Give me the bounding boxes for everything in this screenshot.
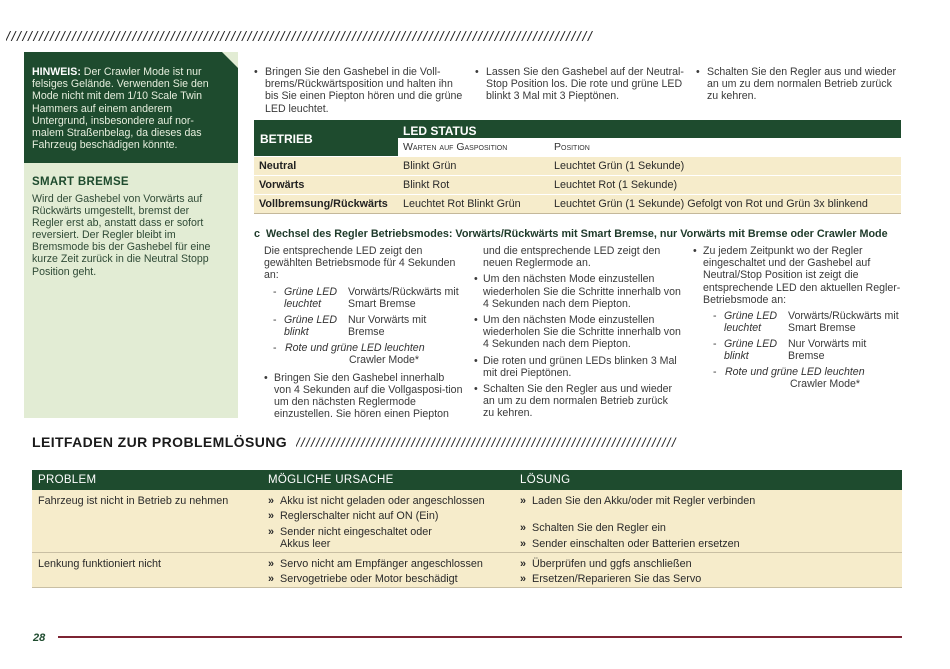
cell-position: Leuchtet Grün (1 Sekunde) Gefolgt von Rot und Grün 3x blinkend [554,198,868,210]
bullet-raquo: » [520,558,527,570]
cell-wait: Leuchtet Rot Blinkt Grün [403,198,521,210]
smart-brake-text: Wird der Gashebel von Vorwärts auf Rückwärts umgestellt, bremst der Regler erst ab, anstatt dass er sofort reversiert. Der Regler bleibt im Bremsmode bis der Gashebel für eine kurze Zeit zurück in die Neutral Stopp Position geht. [32,193,211,278]
col2-bullet-text: Um den nächsten Mode einzustellen wiederholen Sie die Schritte innerhalb von 4 Sekunden nach dem Piepton. [483,314,681,351]
col3-bullet [693,245,905,306]
mode-value: Vorwärts/Rückwärts mit Smart Bremse [788,310,899,335]
bullet-dot: • [475,66,479,78]
note-text [32,66,217,151]
led-table-header [254,120,901,156]
mode-label: Rote und grüne LED leuchten [725,366,865,379]
cell-solution: Laden Sie den Akku/oder mit Regler verbinden [532,495,756,507]
col2-bullet-text: Schalten Sie den Regler aus und wieder an um zu dem normalen Betrieb zurück zu kehren. [483,383,673,420]
dash: - [273,285,277,298]
cell-problem: Fahrzeug ist nicht in Betrieb zu nehmen [38,495,229,507]
cell-solution: Überprüfen und ggfs anschließen [532,558,692,570]
bullet-dot: • [693,245,697,257]
col3-bullet-text: Zu jedem Zeitpunkt wo der Regler eingeschaltet und der Gashebel auf Neutral/Stop Position ist zeigt die entsprechende LED den aktuellen Regler-Betriebsmode an: [703,245,901,306]
mode-value: Vorwärts/Rückwärts mit Smart Bremse [348,285,459,310]
section-c-col1 [264,245,464,420]
mode-row [704,338,905,366]
section-c-col3 [693,245,905,394]
page-number: 28 [33,632,46,644]
cell-cause: Servogetriebe oder Motor beschädigt [280,573,458,585]
top-bullet-1 [254,66,466,115]
dash: - [713,366,717,379]
bullet-dot: • [474,383,478,396]
table-divider [254,213,901,214]
header-problem: PROBLEM [38,474,97,486]
header-cause: MÖGLICHE URSACHE [268,474,394,486]
cell-cause: Akku ist nicht geladen oder angeschlossen [280,495,485,507]
cell-problem: Lenkung funktioniert nicht [38,558,162,570]
col2-bullet [474,355,682,379]
note-label: HINWEIS: [32,66,81,78]
col2-lead: und die entsprechende LED zeigt den neuen Reglermode an. [483,245,661,270]
mode-value: Nur Vorwärts mit Bremse [788,338,867,363]
table-row [32,553,902,588]
dash: - [273,313,277,326]
bullet-dot: • [254,66,258,78]
mode-row [704,366,905,394]
mode-row [704,310,905,338]
mode-row [264,342,464,372]
table-row [254,194,901,213]
table-row [254,156,901,175]
footer-divider [58,636,902,638]
bullet-raquo: » [268,573,275,585]
mode-label: Grüne LED blinkt [284,313,337,338]
section-c-col2 [474,245,682,420]
bullet-raquo: » [520,495,527,507]
subheader-wait: Warten auf Gasposition [403,141,508,153]
mode-row [264,286,464,314]
decorative-slashes: //////////////////////////////////////////////////////////////////////////// [296,435,677,450]
header-led-status: LED STATUS [403,124,477,138]
mode-label: Grüne LED leuchtet [724,310,777,335]
col2-bullet-text: Um den nächsten Mode einzustellen wiederholen Sie die Schritte innerhalb von 4 Sekunden nach dem Piepton. [483,273,681,310]
led-subheader [398,138,901,156]
mode-label: Grüne LED leuchtet [284,285,337,310]
mode-row [264,314,464,342]
section-c-title: Wechsel des Regler Betriebsmodes: Vorwärts/Rückwärts mit Smart Bremse, nur Vorwärts mit Bremse oder Crawler Mode [266,228,888,240]
subheader-position: Position [554,141,590,153]
bullet-raquo: » [520,538,527,550]
decorative-slashes: /////////////////////////////////////////////////////////////////////////////////////////////////////////// [6,28,594,44]
top-bullet-2 [475,66,687,103]
section-letter: c [254,228,261,240]
dash: - [713,338,717,351]
cell-wait: Blinkt Rot [403,179,450,191]
col2-bullet [474,383,682,420]
mode-value: Crawler Mode* [349,353,420,366]
cell-position: Leuchtet Rot (1 Sekunde) [554,179,678,191]
cell-betrieb: Vollbremsung/Rückwärts [259,198,388,210]
note-body: Der Crawler Mode ist nur felsiges Gelände. Verwenden Sie den Mode nicht mit dem 1/10 Scale Twin Hammers auf einem anderem Untergrund, insbesondere auf nor-malem Straßenbelag, da dieses das Fahrzeug beschädigen könnte. [32,66,209,152]
bullet-dot: • [696,66,700,78]
col1-bullet [264,372,464,421]
troubleshooting-header [32,470,902,490]
cell-betrieb: Vorwärts [259,179,305,191]
col1-bullet-text: Bringen Sie den Gashebel innerhalb von 4 Sekunden auf die Vollgasposi-tion um den nächsten Reglermode einzustellen. Sie hören einen Piepton [274,371,463,421]
mode-value: Crawler Mode* [790,378,861,391]
led-status-table [254,120,901,214]
cell-wait: Blinkt Grün [403,160,457,172]
cell-position: Leuchtet Grün (1 Sekunde) [554,160,685,172]
header-betrieb: BETRIEB [260,132,313,146]
troubleshooting-title: LEITFADEN ZUR PROBLEMLÖSUNG [32,434,288,450]
bullet-raquo: » [520,573,527,585]
col2-bullet-text: Die roten und grünen LEDs blinken 3 Mal mit drei Pieptönen. [483,354,677,379]
bullet-raquo: » [520,522,527,534]
bullet-raquo: » [268,510,275,522]
bullet-raquo: » [268,558,275,570]
dash: - [273,341,277,354]
smart-brake-title: SMART BREMSE [32,176,129,188]
header-solution: LÖSUNG [520,474,571,486]
cell-solution: Sender einschalten oder Batterien ersetzen [532,538,740,550]
bullet-dot: • [474,273,478,286]
cell-cause: Sender nicht eingeschaltet oder [280,526,432,538]
troubleshooting-table [32,470,902,588]
bullet-raquo: » [268,526,275,538]
bullet-dot: • [264,371,268,384]
mode-value: Nur Vorwärts mit Bremse [348,313,427,338]
top-bullet-text: Lassen Sie den Gashebel auf der Neutral- Stop Position los. Die rote und grüne LED blinkt 3 Mal mit 3 Pieptönen. [486,66,684,103]
section-c-heading [254,228,888,240]
bullet-raquo: » [268,495,275,507]
mode-intro: Die entsprechende LED zeigt den gewählten Betriebsmode für 4 Sekunden an: [264,245,456,282]
top-bullet-text: Schalten Sie den Regler aus und wieder an um zu dem normalen Betrieb zurück zu kehren. [707,66,897,103]
cell-cause: Servo nicht am Empfänger angeschlossen [280,558,483,570]
col2-bullet [474,314,682,351]
col2-bullet [474,273,682,310]
top-bullet-text: Bringen Sie den Gashebel in die Voll-brems/Rückwärtsposition und halten ihn bis Sie einen Piepton hören und die grüne LED leuchtet. [265,66,463,115]
mode-label: Grüne LED blinkt [724,338,777,363]
table-row [32,490,902,553]
cell-cause: Reglerschalter nicht auf ON (Ein) [280,510,439,522]
dash: - [713,310,717,323]
mode-label: Rote und grüne LED leuchten [285,341,425,354]
bullet-dot: • [474,354,478,367]
cell-cause: Akkus leer [280,538,331,550]
top-bullet-3 [696,66,906,103]
bullet-dot: • [474,314,478,327]
cell-solution: Ersetzen/Reparieren Sie das Servo [532,573,702,585]
cell-betrieb: Neutral [259,160,297,172]
table-row [254,175,901,194]
cell-solution: Schalten Sie den Regler ein [532,522,666,534]
